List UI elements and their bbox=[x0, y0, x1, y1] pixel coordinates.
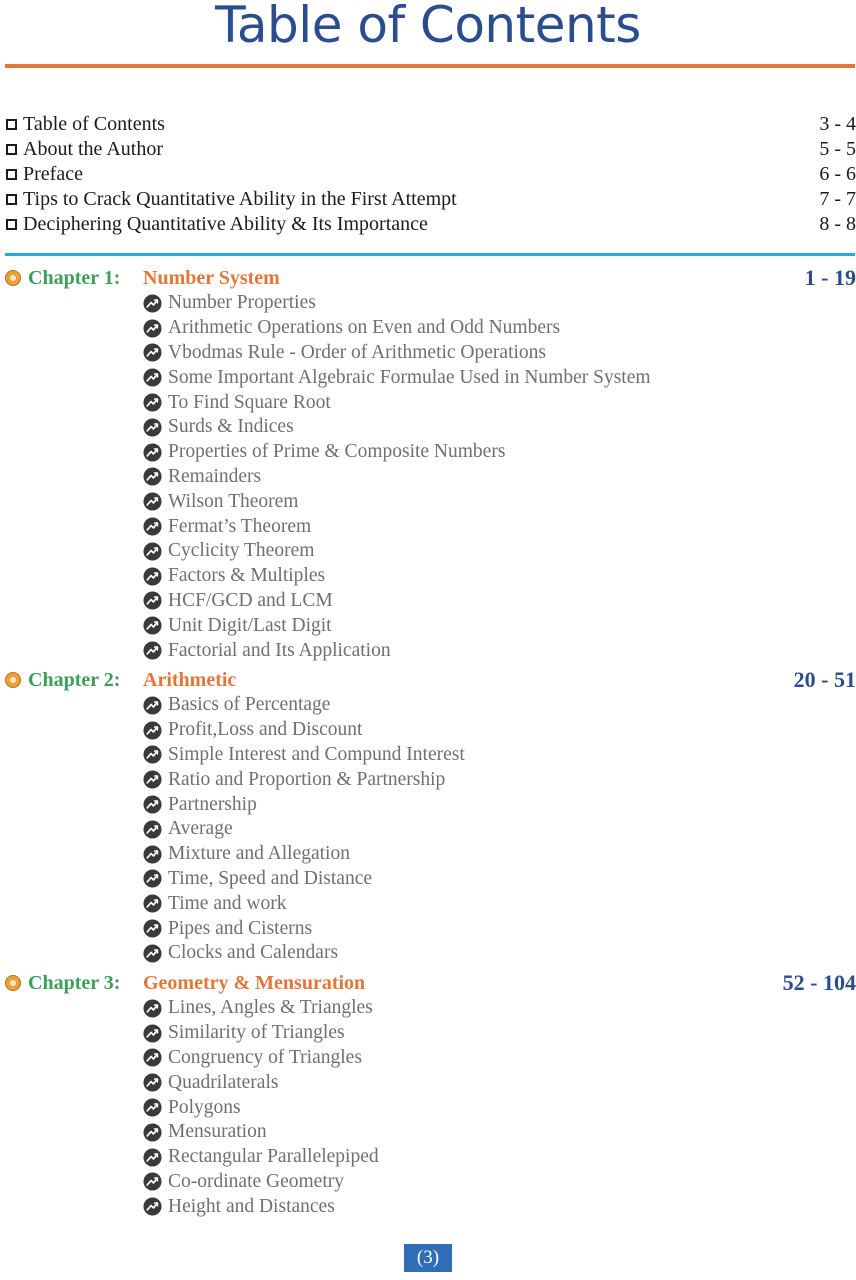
front-matter-title: Preface bbox=[23, 163, 83, 185]
trend-arrow-icon bbox=[143, 1123, 162, 1142]
topic-label: Wilson Theorem bbox=[168, 490, 299, 512]
topic-item[interactable] bbox=[143, 564, 856, 589]
topic-label: Similarity of Triangles bbox=[168, 1022, 345, 1044]
front-matter-title: Tips to Crack Quantitative Ability in the First Attempt bbox=[23, 188, 457, 210]
trend-arrow-icon bbox=[143, 1197, 162, 1216]
topic-label: Fermat’s Theorem bbox=[168, 515, 312, 537]
topic-label: Factorial and Its Application bbox=[168, 639, 391, 661]
topic-item[interactable] bbox=[143, 941, 856, 966]
topic-label: Vbodmas Rule - Order of Arithmetic Operations bbox=[168, 341, 546, 363]
topic-label: Average bbox=[168, 818, 233, 840]
topic-item[interactable] bbox=[143, 415, 856, 440]
topic-label: Unit Digit/Last Digit bbox=[168, 614, 332, 636]
chapter-pages: 52 - 104 bbox=[782, 970, 856, 995]
trend-arrow-icon bbox=[143, 1148, 162, 1167]
topic-item[interactable] bbox=[143, 291, 856, 316]
trend-arrow-icon bbox=[143, 1048, 162, 1067]
topic-label: Remainders bbox=[168, 465, 262, 487]
topic-item[interactable] bbox=[143, 589, 856, 614]
topic-label: To Find Square Root bbox=[168, 391, 331, 413]
trend-arrow-icon bbox=[143, 542, 162, 561]
topic-label: Basics of Percentage bbox=[168, 694, 331, 716]
topic-label: Ratio and Proportion & Partnership bbox=[168, 768, 446, 790]
section-divider bbox=[5, 253, 855, 256]
front-matter-pages: 3 - 4 bbox=[819, 113, 856, 135]
checkbox-icon bbox=[6, 194, 17, 205]
checkbox-icon bbox=[6, 144, 17, 155]
topic-item[interactable] bbox=[143, 514, 856, 539]
trend-arrow-icon bbox=[143, 1073, 162, 1092]
topic-item[interactable] bbox=[143, 638, 856, 663]
topic-label: Cyclicity Theorem bbox=[168, 540, 315, 562]
trend-arrow-icon bbox=[143, 393, 162, 412]
topic-label: Some Important Algebraic Formulae Used in Number System bbox=[168, 366, 651, 388]
trend-arrow-icon bbox=[143, 745, 162, 764]
trend-arrow-icon bbox=[143, 795, 162, 814]
trend-arrow-icon bbox=[143, 567, 162, 586]
trend-arrow-icon bbox=[143, 944, 162, 963]
topic-item[interactable] bbox=[143, 316, 856, 341]
chapter-label: Chapter 3: bbox=[28, 971, 121, 994]
chapter-title: Geometry & Mensuration bbox=[143, 971, 366, 994]
topic-label: Lines, Angles & Triangles bbox=[168, 997, 373, 1019]
trend-arrow-icon bbox=[143, 919, 162, 938]
topic-label: Mensuration bbox=[168, 1121, 267, 1143]
topic-label: Simple Interest and Compund Interest bbox=[168, 743, 465, 765]
front-matter-pages: 6 - 6 bbox=[819, 163, 856, 185]
topic-item[interactable] bbox=[143, 613, 856, 638]
chapter-badge-icon bbox=[5, 270, 21, 286]
front-matter-title: Table of Contents bbox=[23, 113, 165, 135]
topic-item[interactable] bbox=[143, 842, 856, 867]
topic-label: Polygons bbox=[168, 1096, 241, 1118]
front-matter-pages: 5 - 5 bbox=[819, 138, 856, 160]
chapter-badge-icon bbox=[5, 975, 21, 991]
front-matter-title: About the Author bbox=[23, 138, 163, 160]
checkbox-icon bbox=[6, 219, 17, 230]
topic-label: Mixture and Allegation bbox=[168, 843, 350, 865]
topic-label: Height and Distances bbox=[168, 1195, 335, 1217]
trend-arrow-icon bbox=[143, 517, 162, 536]
front-matter-item[interactable] bbox=[6, 212, 856, 237]
front-matter-item[interactable] bbox=[6, 187, 856, 212]
chapter-title: Arithmetic bbox=[143, 668, 237, 691]
chapter-label: Chapter 2: bbox=[28, 668, 121, 691]
topic-label: Clocks and Calendars bbox=[168, 942, 339, 964]
trend-arrow-icon bbox=[143, 894, 162, 913]
front-matter-pages: 7 - 7 bbox=[819, 188, 856, 210]
trend-arrow-icon bbox=[143, 368, 162, 387]
trend-arrow-icon bbox=[143, 721, 162, 740]
topic-label: Factors & Multiples bbox=[168, 565, 326, 587]
trend-arrow-icon bbox=[143, 418, 162, 437]
checkbox-icon bbox=[6, 119, 17, 130]
chapter-1-section bbox=[5, 265, 856, 663]
front-matter-list bbox=[6, 112, 856, 237]
page-title: Table of Contents bbox=[215, 0, 641, 54]
topic-item[interactable] bbox=[143, 1021, 856, 1046]
page-number-badge: (3) bbox=[404, 1244, 452, 1272]
front-matter-pages: 8 - 8 bbox=[819, 213, 856, 235]
topic-label: Surds & Indices bbox=[168, 416, 294, 438]
front-matter-item[interactable] bbox=[6, 112, 856, 137]
trend-arrow-icon bbox=[143, 1098, 162, 1117]
title-underline bbox=[5, 64, 855, 68]
chapter-label: Chapter 1: bbox=[28, 266, 121, 289]
topic-item[interactable] bbox=[143, 743, 856, 768]
topic-label: Partnership bbox=[168, 793, 257, 815]
trend-arrow-icon bbox=[143, 845, 162, 864]
topic-item[interactable] bbox=[143, 867, 856, 892]
chapter-2-section bbox=[5, 667, 856, 966]
topic-item[interactable] bbox=[143, 693, 856, 718]
topic-label: Time and work bbox=[168, 892, 287, 914]
chapter-3-section bbox=[5, 970, 856, 1219]
trend-arrow-icon bbox=[143, 1024, 162, 1043]
topic-item[interactable] bbox=[143, 489, 856, 514]
trend-arrow-icon bbox=[143, 492, 162, 511]
trend-arrow-icon bbox=[143, 869, 162, 888]
topic-item[interactable] bbox=[143, 1194, 856, 1219]
topic-item[interactable] bbox=[143, 996, 856, 1021]
chapter-heading[interactable] bbox=[5, 265, 856, 291]
chapter-heading[interactable] bbox=[5, 667, 856, 693]
topic-item[interactable] bbox=[143, 1170, 856, 1195]
chapter-title: Number System bbox=[143, 266, 280, 289]
topic-label: Profit,Loss and Discount bbox=[168, 719, 363, 741]
trend-arrow-icon bbox=[143, 443, 162, 462]
topic-item[interactable] bbox=[143, 891, 856, 916]
trend-arrow-icon bbox=[143, 343, 162, 362]
topic-label: Properties of Prime & Composite Numbers bbox=[168, 441, 506, 463]
trend-arrow-icon bbox=[143, 467, 162, 486]
chapter-pages: 20 - 51 bbox=[793, 667, 856, 692]
topic-item[interactable] bbox=[143, 1046, 856, 1071]
trend-arrow-icon bbox=[143, 770, 162, 789]
topic-label: Congruency of Triangles bbox=[168, 1046, 362, 1068]
trend-arrow-icon bbox=[143, 294, 162, 313]
chapter-heading[interactable] bbox=[5, 970, 856, 996]
topic-item[interactable] bbox=[143, 767, 856, 792]
topic-label: Quadrilaterals bbox=[168, 1071, 279, 1093]
topic-label: Pipes and Cisterns bbox=[168, 917, 313, 939]
trend-arrow-icon bbox=[143, 696, 162, 715]
trend-arrow-icon bbox=[143, 1172, 162, 1191]
chapter-badge-icon bbox=[5, 672, 21, 688]
topic-label: HCF/GCD and LCM bbox=[168, 589, 333, 611]
topic-item[interactable] bbox=[143, 365, 856, 390]
topic-item[interactable] bbox=[143, 1120, 856, 1145]
topic-label: Number Properties bbox=[168, 292, 316, 314]
topic-item[interactable] bbox=[143, 792, 856, 817]
chapter-pages: 1 - 19 bbox=[804, 265, 856, 290]
topic-label: Co-ordinate Geometry bbox=[168, 1170, 344, 1192]
topic-item[interactable] bbox=[143, 390, 856, 415]
checkbox-icon bbox=[6, 169, 17, 180]
topic-item[interactable] bbox=[143, 440, 856, 465]
trend-arrow-icon bbox=[143, 319, 162, 338]
topic-item[interactable] bbox=[143, 718, 856, 743]
topic-item[interactable] bbox=[143, 916, 856, 941]
topic-item[interactable] bbox=[143, 465, 856, 490]
trend-arrow-icon bbox=[143, 641, 162, 660]
front-matter-title: Deciphering Quantitative Ability & Its Importance bbox=[23, 213, 428, 235]
trend-arrow-icon bbox=[143, 591, 162, 610]
topic-item[interactable] bbox=[143, 539, 856, 564]
topic-label: Arithmetic Operations on Even and Odd Numbers bbox=[168, 317, 561, 339]
topic-item[interactable] bbox=[143, 1070, 856, 1095]
front-matter-item[interactable] bbox=[6, 137, 856, 162]
topic-label: Rectangular Parallelepiped bbox=[168, 1146, 379, 1168]
front-matter-item[interactable] bbox=[6, 162, 856, 187]
topic-item[interactable] bbox=[143, 1095, 856, 1120]
topic-label: Time, Speed and Distance bbox=[168, 867, 372, 889]
trend-arrow-icon bbox=[143, 820, 162, 839]
trend-arrow-icon bbox=[143, 999, 162, 1018]
topic-item[interactable] bbox=[143, 341, 856, 366]
topic-item[interactable] bbox=[143, 817, 856, 842]
topic-item[interactable] bbox=[143, 1145, 856, 1170]
trend-arrow-icon bbox=[143, 616, 162, 635]
